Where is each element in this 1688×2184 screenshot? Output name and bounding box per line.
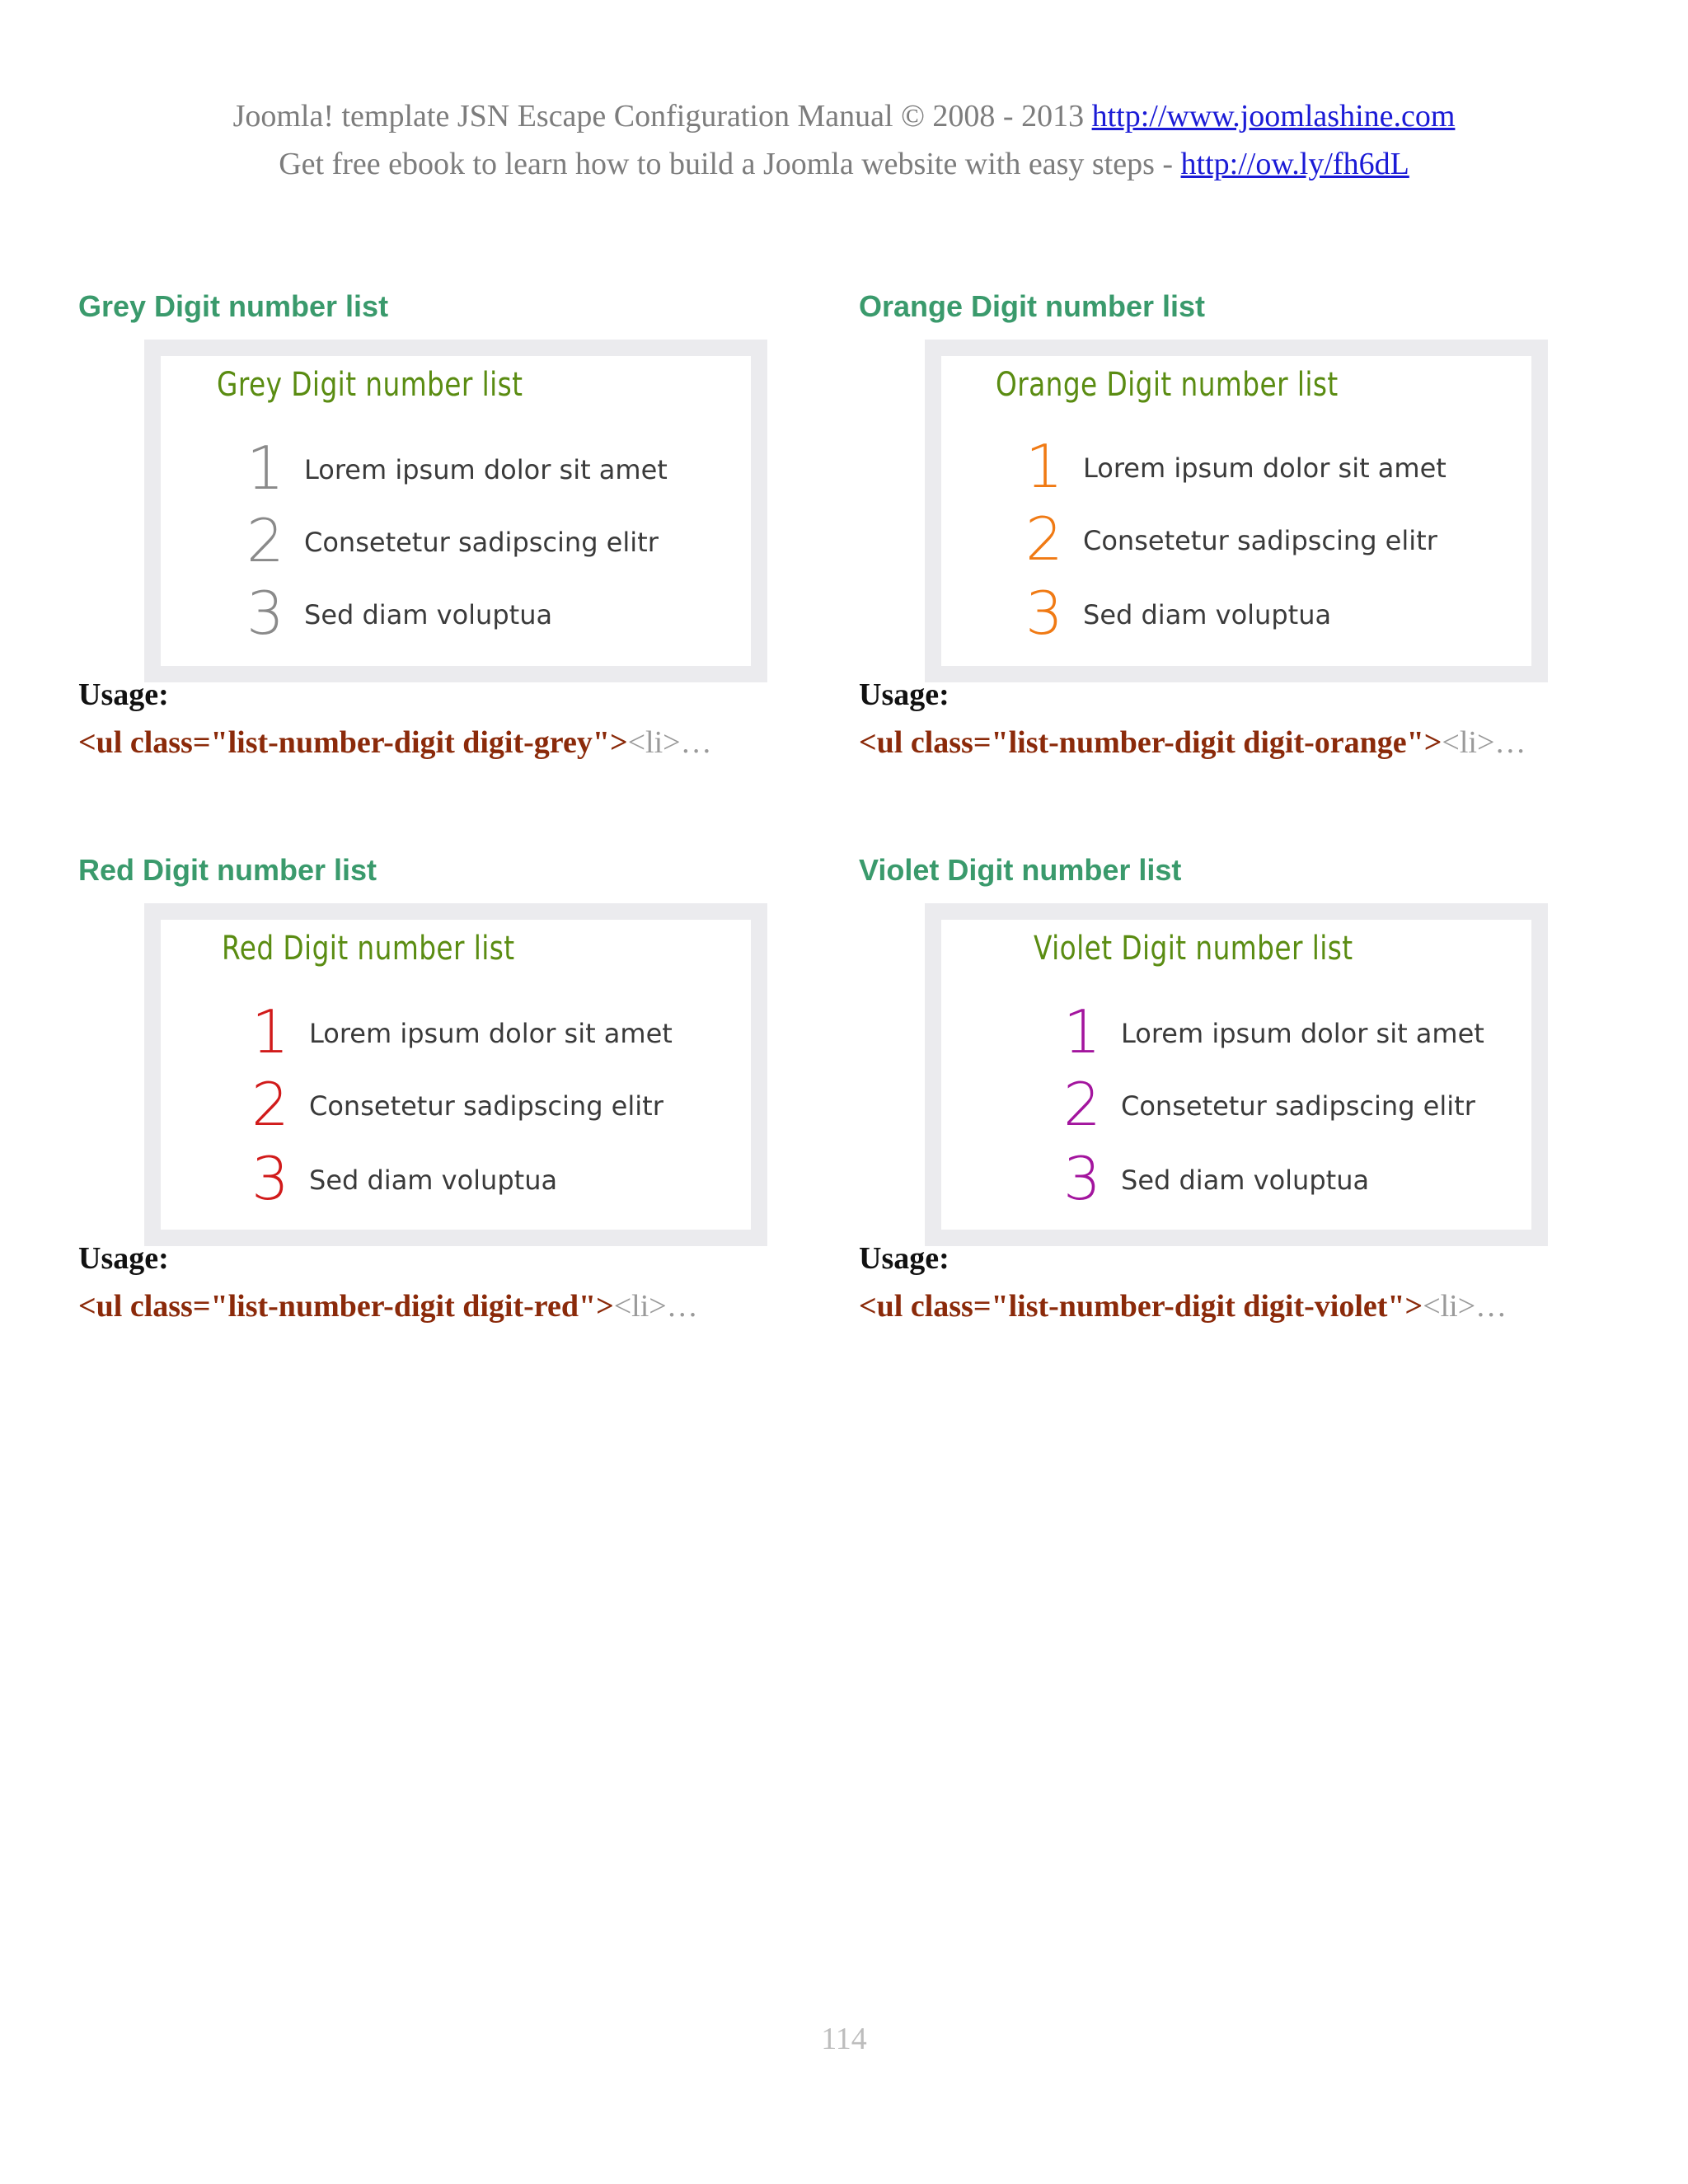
- panel-title: Red Digit number list: [222, 930, 515, 968]
- list-item-text: Lorem ipsum dolor sit amet: [309, 1018, 673, 1049]
- panel-title: Violet Digit number list: [1034, 930, 1353, 968]
- list-digit: 1: [251, 997, 289, 1066]
- list-item-text: Consetetur sadipscing elitr: [1121, 1090, 1475, 1122]
- example-frame: [925, 340, 1548, 682]
- usage-code-rest: <li>…: [627, 725, 712, 760]
- list-digit: 2: [1063, 1070, 1101, 1139]
- section-violet-digit: [859, 852, 1650, 1363]
- usage-label: Usage:: [859, 677, 950, 712]
- list-digit: 3: [251, 1144, 289, 1213]
- usage-code: [859, 1286, 1507, 1327]
- usage-code-tag: <ul class="list-number-digit digit-red">: [78, 1289, 614, 1324]
- list-item-text: Lorem ipsum dolor sit amet: [1121, 1018, 1484, 1049]
- list-digit: 3: [246, 579, 284, 648]
- page-header: [0, 92, 1688, 188]
- ebook-link[interactable]: http://ow.ly/fh6dL: [1180, 147, 1409, 181]
- header-manual-text: Joomla! template JSN Escape Configuration Manual © 2008 - 2013: [232, 99, 1092, 134]
- example-frame: [144, 340, 767, 682]
- list-digit: 1: [1025, 432, 1063, 501]
- panel-title: Orange Digit number list: [996, 366, 1339, 404]
- list-item-text: Sed diam voluptua: [1083, 599, 1332, 630]
- section-grey-digit: [78, 288, 870, 799]
- example-panel: [161, 920, 751, 1230]
- usage-code: [78, 1286, 698, 1327]
- list-digit: 3: [1063, 1144, 1101, 1213]
- section-red-digit: [78, 852, 870, 1363]
- section-title: Orange Digit number list: [859, 289, 1206, 323]
- usage-code-tag: <ul class="list-number-digit digit-violet">: [859, 1289, 1423, 1324]
- list-digit: 2: [251, 1070, 289, 1139]
- example-panel: [941, 356, 1531, 666]
- section-orange-digit: [859, 288, 1650, 799]
- header-line-1: [0, 92, 1688, 140]
- list-item-text: Sed diam voluptua: [309, 1165, 558, 1196]
- list-item-text: Sed diam voluptua: [304, 599, 553, 630]
- usage-code-rest: <li>…: [613, 1289, 698, 1324]
- example-panel: [161, 356, 751, 666]
- list-item-text: Sed diam voluptua: [1121, 1165, 1370, 1196]
- list-digit: 1: [246, 434, 284, 503]
- usage-code-rest: <li>…: [1442, 725, 1526, 760]
- list-digit: 2: [246, 506, 284, 575]
- list-digit: 3: [1025, 579, 1063, 648]
- list-item-text: Consetetur sadipscing elitr: [309, 1090, 663, 1122]
- list-item-text: Consetetur sadipscing elitr: [304, 527, 659, 558]
- section-title: Grey Digit number list: [78, 289, 389, 323]
- usage-code-tag: <ul class="list-number-digit digit-orange">: [859, 725, 1442, 760]
- section-title: Red Digit number list: [78, 853, 377, 887]
- header-line-2: [0, 140, 1688, 188]
- usage-label: Usage:: [78, 677, 169, 712]
- example-frame: [144, 903, 767, 1246]
- list-digit: 2: [1025, 504, 1063, 574]
- usage-code-rest: <li>…: [1423, 1289, 1507, 1324]
- usage-code-tag: <ul class="list-number-digit digit-grey">: [78, 725, 628, 760]
- panel-title: Grey Digit number list: [217, 366, 523, 404]
- usage-label: Usage:: [78, 1241, 169, 1276]
- list-digit: 1: [1063, 997, 1101, 1066]
- list-item-text: Lorem ipsum dolor sit amet: [304, 454, 668, 485]
- list-item-text: Lorem ipsum dolor sit amet: [1083, 452, 1447, 484]
- header-ebook-text: Get free ebook to learn how to build a Joomla website with easy steps -: [279, 147, 1181, 181]
- example-panel: [941, 920, 1531, 1230]
- example-frame: [925, 903, 1548, 1246]
- usage-code: [78, 722, 712, 763]
- list-item-text: Consetetur sadipscing elitr: [1083, 525, 1437, 556]
- page-number: 114: [821, 2022, 867, 2056]
- section-title: Violet Digit number list: [859, 853, 1182, 887]
- joomlashine-link[interactable]: http://www.joomlashine.com: [1091, 99, 1456, 134]
- usage-label: Usage:: [859, 1241, 950, 1276]
- usage-code: [859, 722, 1526, 763]
